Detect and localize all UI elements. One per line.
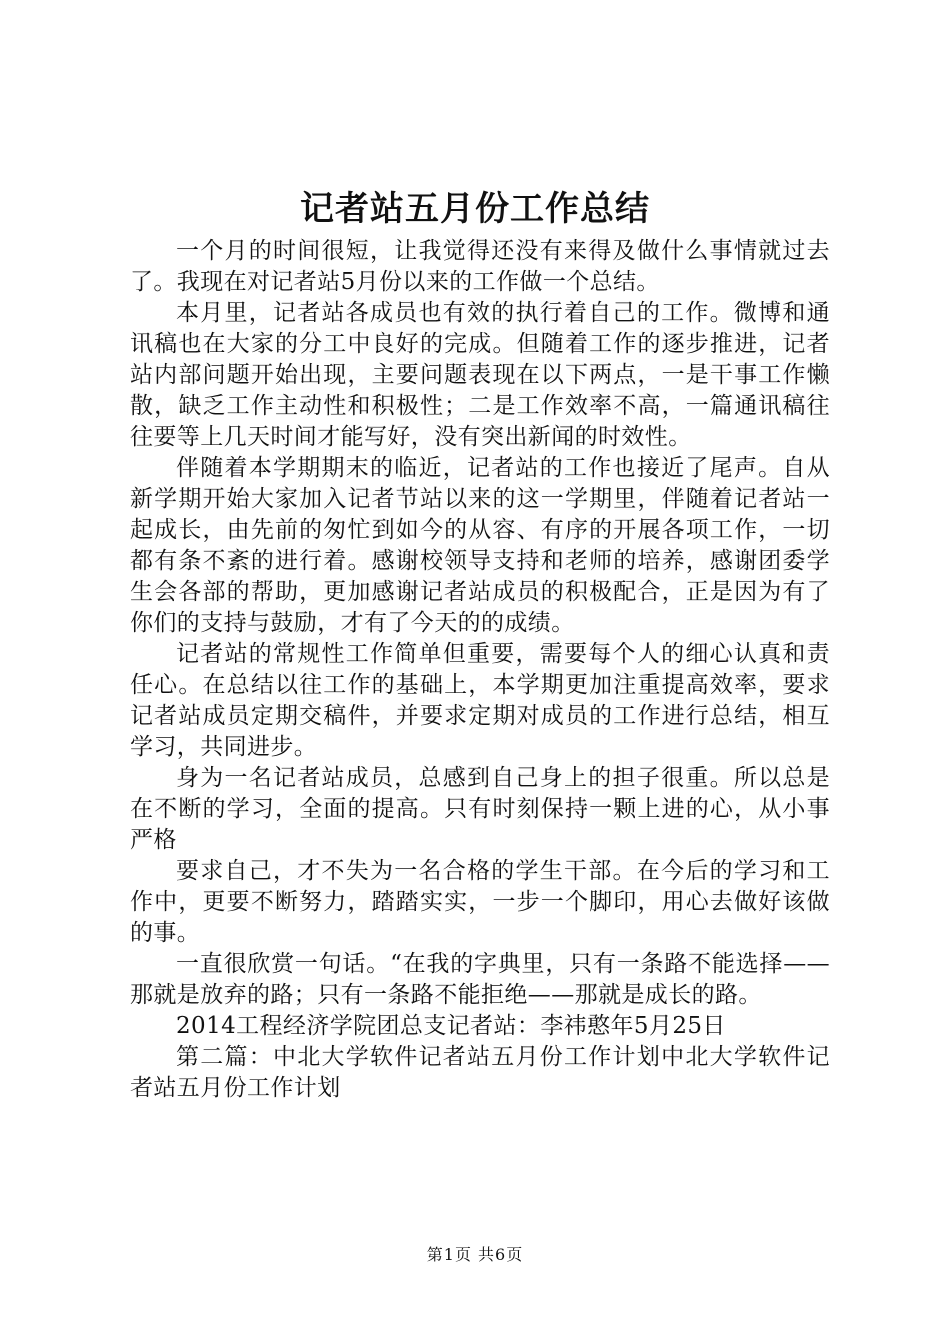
page-number-footer: 第1页 共6页 bbox=[426, 1245, 524, 1264]
paragraph-second-article: 第二篇：中北大学软件记者站五月份工作计划中北大学软件记者站五月份工作计划 bbox=[130, 1044, 830, 1101]
paragraph-self-requirement: 要求自己，才不失为一名合格的学生干部。在今后的学习和工作中，更要不断努力，踏踏实实，一步一个脚印，用心去做好该做的事。 bbox=[130, 858, 830, 946]
paragraph-intro: 一个月的时间很短，让我觉得还没有来得及做什么事情就过去了。我现在对记者站5月份以来的工作做一个总结。 bbox=[130, 238, 830, 295]
paragraph-this-month: 本月里，记者站各成员也有效的执行着自己的工作。微博和通讯稿也在大家的分工中良好的完成。但随着工作的逐步推进，记者站内部问题开始出现，主要问题表现在以下两点，一是干事工作懒散，缺乏工作主动性和积极性；二是工作效率不高，一篇通讯稿往往要等上几天时间才能写好，没有突出新闻的时效性。 bbox=[130, 300, 830, 450]
paragraph-semester-end: 伴随着本学期期末的临近，记者站的工作也接近了尾声。自从新学期开始大家加入记者节站以来的这一学期里，伴随着记者站一起成长，由先前的匆忙到如今的从容、有序的开展各项工作，一切都有条不紊的进行着。感谢校领导支持和老师的培养，感谢团委学生会各部的帮助，更加感谢记者站成员的积极配合，正是因为有了你们的支持与鼓励，才有了今天的的成绩。 bbox=[130, 455, 830, 636]
paragraph-quote: 一直很欣赏一句话。“在我的字典里，只有一条路不能选择——那就是放弃的路；只有一条路不能拒绝——那就是成长的路。 bbox=[130, 951, 830, 1008]
paragraph-routine-work: 记者站的常规性工作简单但重要，需要每个人的细心认真和责任心。在总结以往工作的基础上，本学期更加注重提高效率，要求记者站成员定期交稿件，并要求定期对成员的工作进行总结，相互学习，共同进步。 bbox=[130, 641, 830, 760]
document-body bbox=[130, 236, 830, 1104]
document-title: 记者站五月份工作总结 bbox=[300, 189, 650, 229]
paragraph-responsibility: 身为一名记者站成员，总感到自己身上的担子很重。所以总是在不断的学习，全面的提高。只有时刻保持一颗上进的心，从小事严格 bbox=[130, 765, 830, 853]
signature-line: 2014工程经济学院团总支记者站：李祎憨年5月25日 bbox=[176, 1013, 726, 1039]
